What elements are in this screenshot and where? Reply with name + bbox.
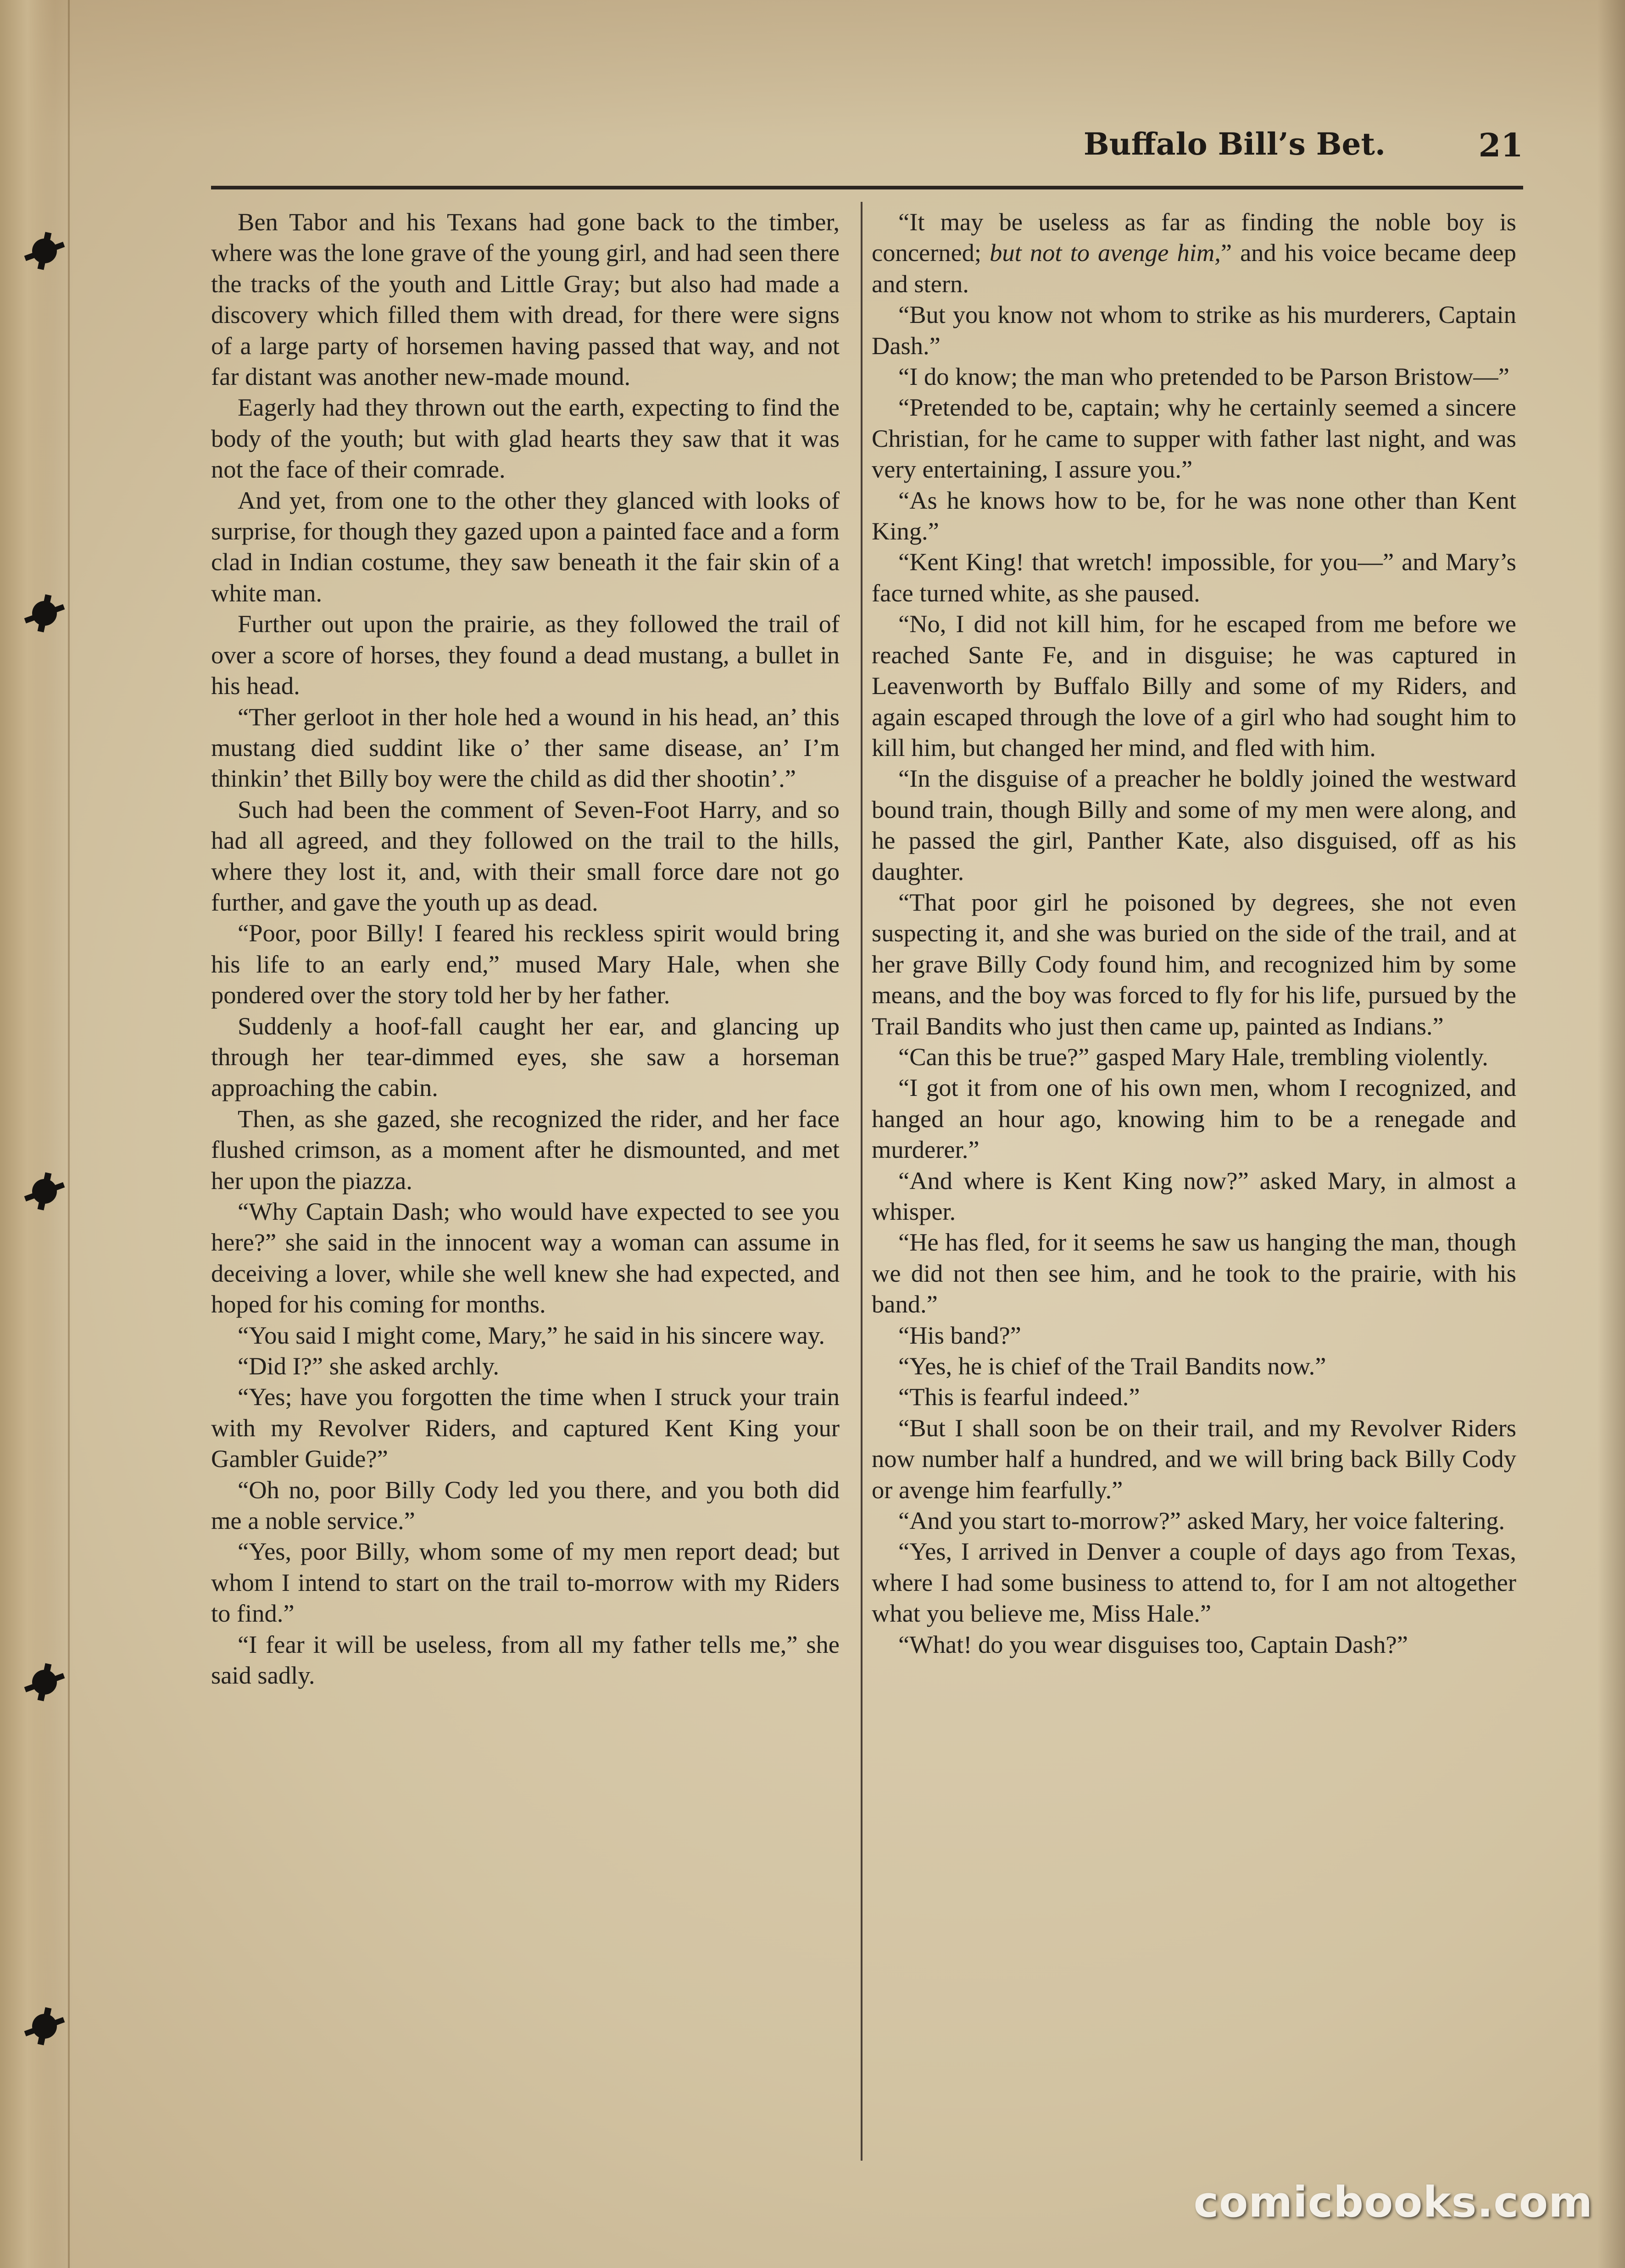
paragraph: “No, I did not kill him, for he escaped from me before we reached Sante Fe, and in disguise; he was captured in Leavenworth by Buffalo Billy and some of my Riders, and again escaped through the love of a girl who had sought him to kill him, but changed her mind, and fled with him. — [872, 610, 1516, 762]
emphasis-text: but not to avenge him, — [990, 239, 1221, 267]
page-gutter — [0, 0, 55, 2268]
paragraph: “Yes; have you forgotten the time when I struck your train with my Revolver Riders, and captured Kent King your Gambler Guide?” — [211, 1383, 840, 1473]
paragraph: “Kent King! that wretch! impossible, for you—” and Mary’s face turned white, as she paused. — [872, 548, 1516, 607]
page-number: 21 — [1478, 126, 1523, 164]
gutter-fold-line — [68, 0, 70, 2268]
paragraph: Eagerly had they thrown out the earth, expecting to find the body of the youth; but with glad hearts they saw that it was not the face of their comrade. — [211, 393, 840, 484]
paragraph: “His band?” — [898, 1321, 1021, 1349]
running-title: Buffalo Bill’s Bet. — [1083, 126, 1386, 162]
paragraph: “And where is Kent King now?” asked Mary, in almost a whisper. — [872, 1166, 1516, 1225]
paragraph: Ben Tabor and his Texans had gone back to the timber, where was the lone grave of the young girl, and had seen there the tracks of the youth and Little Gray; but also had made a discovery which filled them with dread, for there were signs of a large party of horsemen having passed that way, and not far distant was another new-made mound. — [211, 208, 840, 391]
paragraph: “Yes, I arrived in Denver a couple of days ago from Texas, where I had some business to attend to, for I am not altogether what you believe me, Miss Hale.” — [872, 1537, 1516, 1628]
paragraph — [872, 206, 1516, 299]
paragraph: “But I shall soon be on their trail, and my Revolver Riders now number half a hundred, and we will bring back Billy Cody or avenge him fearfully.” — [872, 1413, 1516, 1504]
paragraph-text: “It may be useless as far as finding the noble boy is concerned; — [872, 208, 1516, 267]
text-column-right — [872, 206, 1516, 1660]
paragraph: “Yes, poor Billy, whom some of my men report dead; but whom I intend to start on the trail to-morrow with my Riders to find.” — [211, 1537, 840, 1628]
paragraph: “Pretended to be, captain; why he certainly seemed a sincere Christian, for he came to supper with father last night, and was very entertaining, I assure you.” — [872, 393, 1516, 484]
binding-hole — [32, 1670, 57, 1695]
paragraph: “Why Captain Dash; who would have expected to see you here?” she said in the innocent way a woman can assume in deceiving a lover, while she well knew she had expected, and hoped for his coming for months. — [211, 1197, 840, 1318]
paragraph: Further out upon the prairie, as they followed the trail of over a score of horses, they found a dead mustang, a bullet in his head. — [211, 610, 840, 700]
paragraph: Such had been the comment of Seven-Foot Harry, and so had all agreed, and they followed on the trail to the hills, where they lost it, and, with their small force dare not go further, and gave the youth up as dead. — [211, 795, 840, 916]
paragraph: “I fear it will be useless, from all my father tells me,” she said sadly. — [211, 1630, 840, 1690]
paragraph: “He has fled, for it seems he saw us hanging the man, though we did not then see him, and he took to the prairie, with his band.” — [872, 1228, 1516, 1318]
binding-hole — [32, 2014, 57, 2039]
paragraph: “Oh no, poor Billy Cody led you there, and you both did me a noble service.” — [211, 1475, 840, 1535]
binding-hole — [32, 239, 57, 263]
paragraph: “But you know not whom to strike as his murderers, Captain Dash.” — [872, 300, 1516, 360]
page-header — [211, 126, 1523, 177]
paragraph: “I do know; the man who pretended to be Parson Bristow—” — [898, 362, 1509, 391]
paragraph: “And you start to-morrow?” asked Mary, her voice faltering. — [898, 1506, 1505, 1535]
paragraph: “Did I?” she asked archly. — [238, 1352, 499, 1380]
paragraph: “That poor girl he poisoned by degrees, she not even suspecting it, and she was buried on the side of the trail, and at her grave Billy Cody found him, and recognized him by some means, and the boy was forced to fly for his life, pursued by the Trail Bandits who just then came up, painted as Indians.” — [872, 888, 1516, 1040]
paragraph: “This is fearful indeed.” — [898, 1383, 1140, 1411]
paragraph: “You said I might come, Mary,” he said in his sincere way. — [238, 1321, 825, 1349]
paragraph-text: ” and his voice became deep and stern. — [872, 239, 1516, 298]
paragraph: “As he knows how to be, for he was none other than Kent King.” — [872, 486, 1516, 545]
header-rule — [211, 186, 1523, 189]
page-edge-shadow — [1597, 0, 1625, 2268]
binding-hole — [32, 1179, 57, 1204]
paragraph: “I got it from one of his own men, whom I recognized, and hanged an hour ago, knowing him to be a renegade and murderer.” — [872, 1073, 1516, 1164]
column-divider — [861, 202, 863, 2161]
binding-hole — [32, 601, 57, 626]
site-watermark: comicbooks.com — [1193, 2178, 1593, 2227]
paragraph: “Ther gerloot in ther hole hed a wound in his head, an’ this mustang died suddint like o’ ther same disease, an’ I’m thinkin’ thet Billy boy were the child as did ther shootin’.” — [211, 702, 840, 793]
paragraph: Then, as she gazed, she recognized the rider, and her face flushed crimson, as a moment after he dismounted, and met her upon the piazza. — [211, 1104, 840, 1195]
paragraph: “In the disguise of a preacher he boldly joined the westward bound train, though Billy and some of my men were along, and he passed the girl, Panther Kate, also disguised, off as his daughter. — [872, 764, 1516, 885]
paragraph: “Yes, he is chief of the Trail Bandits now.” — [898, 1352, 1326, 1380]
paragraph: Suddenly a hoof-fall caught her ear, and glancing up through her tear-dimmed eyes, she saw a horseman approaching the cabin. — [211, 1012, 840, 1102]
paragraph: And yet, from one to the other they glanced with looks of surprise, for though they gazed upon a painted face and a form clad in Indian costume, they saw beneath it the fair skin of a white man. — [211, 486, 840, 607]
text-column-left — [211, 206, 840, 1691]
paragraph: “What! do you wear disguises too, Captain Dash?” — [898, 1630, 1408, 1658]
paragraph: “Can this be true?” gasped Mary Hale, trembling violently. — [898, 1042, 1488, 1071]
paragraph: “Poor, poor Billy! I feared his reckless spirit would bring his life to an early end,” mused Mary Hale, when she pondered over the story told her by her father. — [211, 919, 840, 1009]
